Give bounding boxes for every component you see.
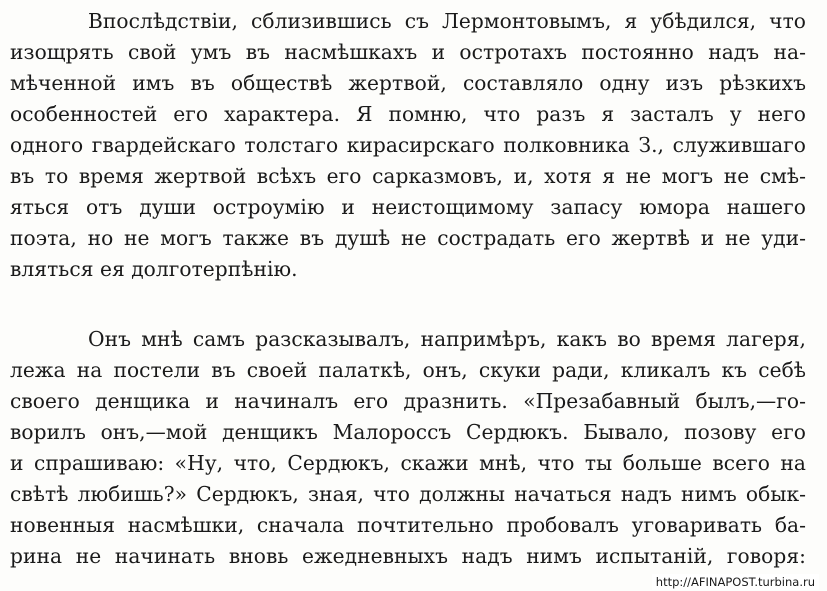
- paragraph-line: въ то время жертвой всѣхъ его сарказмовъ, и, хотя я не могъ не смѣ-: [10, 164, 806, 188]
- paragraph-line: особенностей его характера. Я помню, что разъ я засталъ у него: [10, 102, 806, 126]
- paragraph-line: и спрашиваю: «Ну, что, Сердюкъ, скажи мнѣ, что ты больше всего на: [10, 451, 806, 475]
- paragraph-line: Онъ мнѣ самъ разсказывалъ, напримѣръ, какъ во время лагеря,: [88, 327, 806, 351]
- paragraph-line: рина не начинать вновь ежедневныхъ надъ нимъ испытаній, говоря:: [10, 544, 806, 568]
- paragraph-line: новенныя насмѣшки, сначала почтительно пробовалъ уговаривать ба-: [10, 513, 806, 537]
- paragraph-line: изощрять свой умъ въ насмѣшкахъ и остротахъ постоянно надъ на-: [10, 40, 806, 64]
- paragraph-line: своего денщика и начиналъ его дразнить. «Презабавный былъ,—го-: [10, 389, 806, 413]
- paragraph-line: Впослѣдствіи, сблизившись съ Лермонтовымъ, я убѣдился, что: [88, 9, 806, 33]
- paragraph-line: поэта, но не могъ также въ душѣ не сострадать его жертвѣ и не уди-: [10, 226, 806, 250]
- paragraph-line: яться отъ души остроумію и неистощимому запасу юмора нашего: [10, 195, 806, 219]
- watermark-url: http://AFINAPOST.turbina.ru: [652, 574, 819, 590]
- paragraph-line: мѣченной имъ въ обществѣ жертвой, составляло одну изъ рѣзкихъ: [10, 71, 806, 95]
- paragraph-1: [10, 6, 806, 285]
- paragraph-line: вляться ея долготерпѣнію.: [10, 257, 298, 281]
- paragraph-line: лежа на постели въ своей палаткѣ, онъ, скуки ради, кликалъ къ себѣ: [10, 358, 806, 382]
- paragraph-line: ворилъ онъ,—мой денщикъ Малороссъ Сердюкъ. Бывало, позову его: [10, 420, 806, 444]
- paragraph-line: свѣтѣ любишь?» Сердюкъ, зная, что должны начаться надъ нимъ обык-: [10, 482, 806, 506]
- paragraph-line: одного гвардейскаго толстаго кирасирскаго полковника З., служившаго: [10, 133, 806, 157]
- paragraph-2: [10, 324, 806, 572]
